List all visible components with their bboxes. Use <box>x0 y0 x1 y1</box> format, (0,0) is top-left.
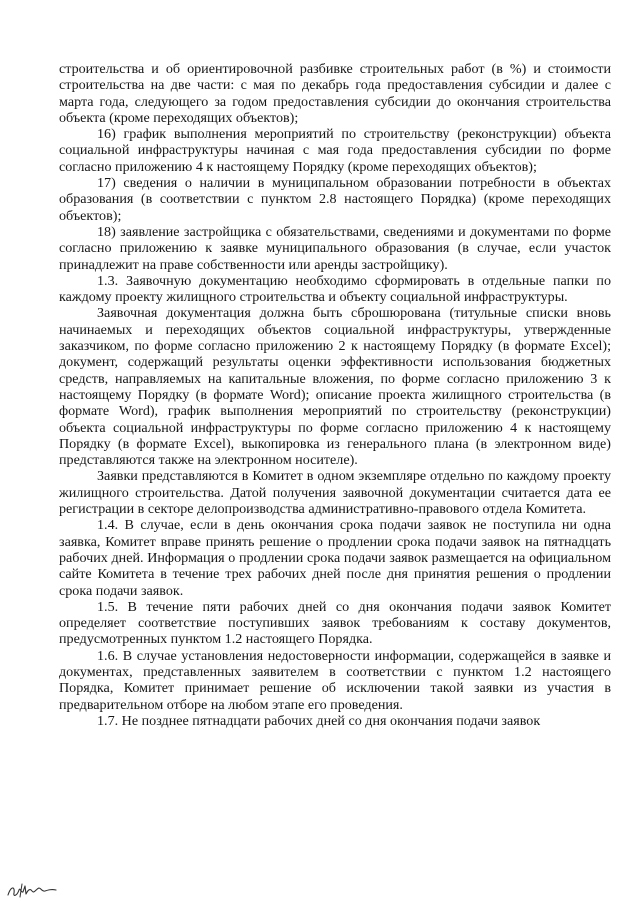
paragraph-item-16: 16) график выполнения мероприятий по строительству (реконструкции) объекта социальной инфраструктуры начиная с мая года предоставления субсидии по форме согласно приложению 4 к настоящему Порядку (кроме переходящих объектов); <box>59 126 611 175</box>
paragraph-item-17: 17) сведения о наличии в муниципальном образовании потребности в объектах образования (в соответствии с пунктом 2.8 настоящего Порядка) (кроме переходящих объектов); <box>59 175 611 224</box>
paragraph-section-1-6: 1.6. В случае установления недостоверности информации, содержащейся в заявке и документах, представленных заявителем в соответствии с пунктом 1.2 настоящего Порядка, Комитет принимает решение об исключении такой заявки из участия в предварительном отборе на любом этапе его проведения. <box>59 647 611 713</box>
paragraph-section-1-4: 1.4. В случае, если в день окончания срока подачи заявок не поступила ни одна заявка, Комитет вправе принять решение о продлении срока подачи заявок на пятнадцать рабочих дней. Информация о продлении срока подачи заявок размещается на официальном сайте Комитета в течение трех рабочих дней после дня принятия решения о продлении срока подачи заявок. <box>59 517 611 599</box>
paragraph-section-1-3: 1.3. Заявочную документацию необходимо сформировать в отдельные папки по каждому проекту жилищного строительства и объекту социальной инфраструктуры. <box>59 272 611 306</box>
paragraph-item-18: 18) заявление застройщика с обязательствами, сведениями и документами по форме согласно приложению к заявке муниципального образования (в случае, если участок принадлежит на праве собственности или аренды застройщику). <box>59 223 611 273</box>
paragraph-submission: Заявки представляются в Комитет в одном экземпляре отдельно по каждому проекту жилищного строительства. Датой получения заявочной документации считается дата ее регистрации в секторе делопроизводства административно-правового отдела Комитета. <box>59 468 611 518</box>
paragraph-section-1-5: 1.5. В течение пяти рабочих дней со дня окончания подачи заявок Комитет определяет соответствие поступивших заявок требованиям к составу документов, предусмотренных пунктом 1.2 настоящего Порядка. <box>59 598 611 648</box>
document-page <box>59 61 611 729</box>
paragraph-binding-requirements: Заявочная документация должна быть сброшюрована (титульные списки вновь начинаемых и переходящих объектов социальной инфраструктуры, утвержденные заказчиком, по форме согласно приложению 2 к настоящему Порядку (в формате Excel); документ, содержащий результаты оценки эффективности использования бюджетных средств, направляемых на капитальные вложения, по форме согласно приложению 3 к настоящему Порядку (в формате Word); описание проекта жилищного строительства (в формате Word), график выполнения мероприятий по строительству (реконструкции) объекта социальной инфраструктуры по форме согласно приложению 4 к настоящему Порядку (в формате Excel), выкопировка из генерального плана (в электронном виде) представляются также на электронном носителе). <box>59 305 611 469</box>
paragraph-section-1-7: 1.7. Не позднее пятнадцати рабочих дней со дня окончания подачи заявок <box>97 712 541 729</box>
paragraph-construction-breakdown: строительства и об ориентировочной разбивке строительных работ (в %) и стоимости строительства на две части: с мая по декабрь года предоставления субсидии и далее с марта года, следующего за годом предоставления субсидии до окончания строительства объекта (кроме переходящих объектов); <box>59 61 611 126</box>
handwritten-signature <box>6 880 58 900</box>
